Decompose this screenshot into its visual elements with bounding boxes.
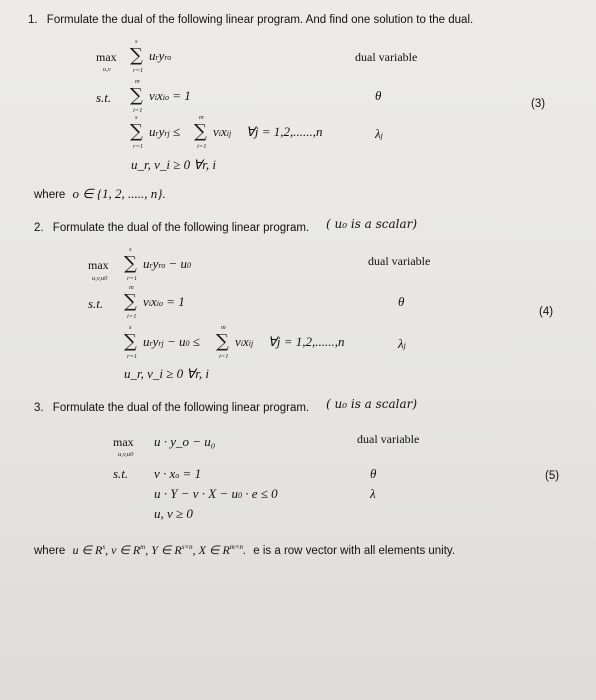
q1-objective-vars: u,v — [103, 66, 111, 73]
q1-where-text: where — [34, 189, 66, 201]
q2-c2-range: ∀j = 1,2,......,n — [268, 334, 345, 349]
sigma-icon: ∑ — [124, 291, 137, 312]
q1-c1-upper: m — [135, 78, 140, 85]
q3-c2-dual: λ — [370, 486, 376, 501]
q3-handwritten-note: ( u₀ is a scalar) — [326, 397, 418, 411]
worksheet-page: 1. Formulate the dual of the following linear program. And find one solution to the dual. max u,v s ∑ r=1 uryro dual variable s.t. m ∑ i=1 vixio = 1 θ (3) s ∑ r=1 uryrj ≤ m ∑ i=1 vixij ∀j = 1,2,......,n λj u_r, v_i ≥ 0 ∀r, i where o ∈ {1, 2, ....., n}. 2. Formulate the dual of the following linear program. ( u₀ is a scalar) max u,v,u0 s ∑ r=1 uryro − u0 dual variable s.t. m ∑ i=1 vixio = 1 θ (4) s ∑ r=1 uryrj − u0 ≤ m ∑ i=1 vixij ∀j = 1,2,......,n λj u_r, v_i ≥ 0 ∀r, i 3. Formulate the dual of the following linear program. ( u₀ is a scalar) max u,v,u0 u · y_o − u₀ dual variable s.t. v · xo = 1 θ (5) u · Y − v · X − u0 · e ≤ 0 λ u, v ≥ 0 where u ∈ $R^s$, v ∈ $R^m$, Y ∈ $R^{s\times n}$, X ∈ $R^{m\times n}$. e is a row vector with all elements unity. — [0, 0, 596, 700]
q1-number: 1. — [28, 14, 38, 26]
q3-where — [34, 543, 455, 558]
q2-c2-dual: λj — [398, 336, 406, 351]
q2-objective-expr: uryro − u0 — [143, 256, 192, 271]
q1-equation-number: (3) — [531, 98, 546, 110]
q1-sum-upper: s — [135, 38, 138, 45]
sigma-icon: ∑ — [194, 121, 207, 142]
q2-objective-vars: u,v,u0 — [92, 275, 108, 282]
q1-c2-left: uryrj ≤ — [149, 124, 181, 139]
q3-heading — [34, 402, 309, 414]
q2-c1-dual: θ — [398, 294, 405, 309]
q1-sum-lower: r=1 — [133, 67, 144, 74]
q2-heading — [34, 222, 309, 234]
q3-equation-number: (5) — [545, 470, 560, 482]
q2-objective-label: max — [88, 258, 109, 272]
q3-c1-expr: v · xo = 1 — [154, 466, 202, 481]
q1-objective-label: max — [96, 50, 117, 64]
q3-c1-dual: θ — [370, 466, 377, 481]
sigma-icon: ∑ — [130, 121, 143, 142]
q1-c1-dual: θ — [375, 88, 382, 103]
q2-handwritten-note: ( u₀ is a scalar) — [326, 217, 418, 231]
q3-st-label: s.t. — [113, 466, 129, 481]
q2-heading-text: Formulate the dual of the following linear program. — [52, 222, 310, 234]
sigma-icon: ∑ — [130, 45, 143, 66]
sigma-icon: ∑ — [130, 85, 143, 106]
q1-c2-range: ∀j = 1,2,......,n — [246, 124, 323, 139]
q2-dual-variable-header: dual variable — [368, 254, 431, 268]
q3-objective-expr: u · y_o − u₀ — [154, 434, 216, 449]
q2-equation-number: (4) — [539, 306, 554, 318]
q3-where-math: u ∈ $R^s$, v ∈ $R^m$, Y ∈ $R^{s\times n}$, X ∈ $R^{m\times n}$. — [72, 543, 247, 557]
sigma-icon: ∑ — [124, 253, 137, 274]
q1-c2-right: vixij — [213, 124, 232, 139]
q3-c2-expr: u · Y − v · X − u0 · e ≤ 0 — [154, 486, 278, 501]
q1-heading-text: Formulate the dual of the following linear program. And find one solution to the dual. — [46, 14, 474, 26]
q2-c1-expr: vixio = 1 — [143, 294, 185, 309]
q3-objective-vars: u,v,u0 — [118, 451, 134, 458]
q1-c3: u_r, v_i ≥ 0 ∀r, i — [131, 157, 217, 172]
q1-where-math: o ∈ {1, 2, ....., n}. — [72, 186, 166, 201]
q2-c2-left: uryrj − u0 ≤ — [143, 334, 200, 349]
q2-c3: u_r, v_i ≥ 0 ∀r, i — [124, 366, 210, 381]
sigma-icon: ∑ — [216, 331, 229, 352]
q1-objective-expr: uryro — [149, 48, 172, 63]
q1-c2-dual: λj — [375, 126, 383, 141]
q2-number: 2. — [34, 222, 44, 234]
q3-dual-variable-header: dual variable — [357, 432, 420, 446]
q3-where-tail: e is a row vector with all elements unity. — [253, 545, 456, 557]
q1-c1-lower: i=1 — [133, 107, 143, 114]
q1-st-label: s.t. — [96, 90, 112, 105]
q2-st-label: s.t. — [88, 296, 104, 311]
q1-where — [34, 186, 166, 202]
q1-c1-expr: vixio = 1 — [149, 88, 191, 103]
q1-heading — [28, 14, 473, 26]
q3-objective-label: max — [113, 435, 134, 449]
sigma-icon: ∑ — [124, 331, 137, 352]
q3-c3: u, v ≥ 0 — [154, 506, 193, 521]
q3-number: 3. — [34, 402, 44, 414]
q3-where-text: where — [34, 545, 66, 557]
q3-heading-text: Formulate the dual of the following linear program. — [52, 402, 310, 414]
q2-c2-right: vixij — [235, 334, 254, 349]
q1-dual-variable-header: dual variable — [355, 50, 418, 64]
